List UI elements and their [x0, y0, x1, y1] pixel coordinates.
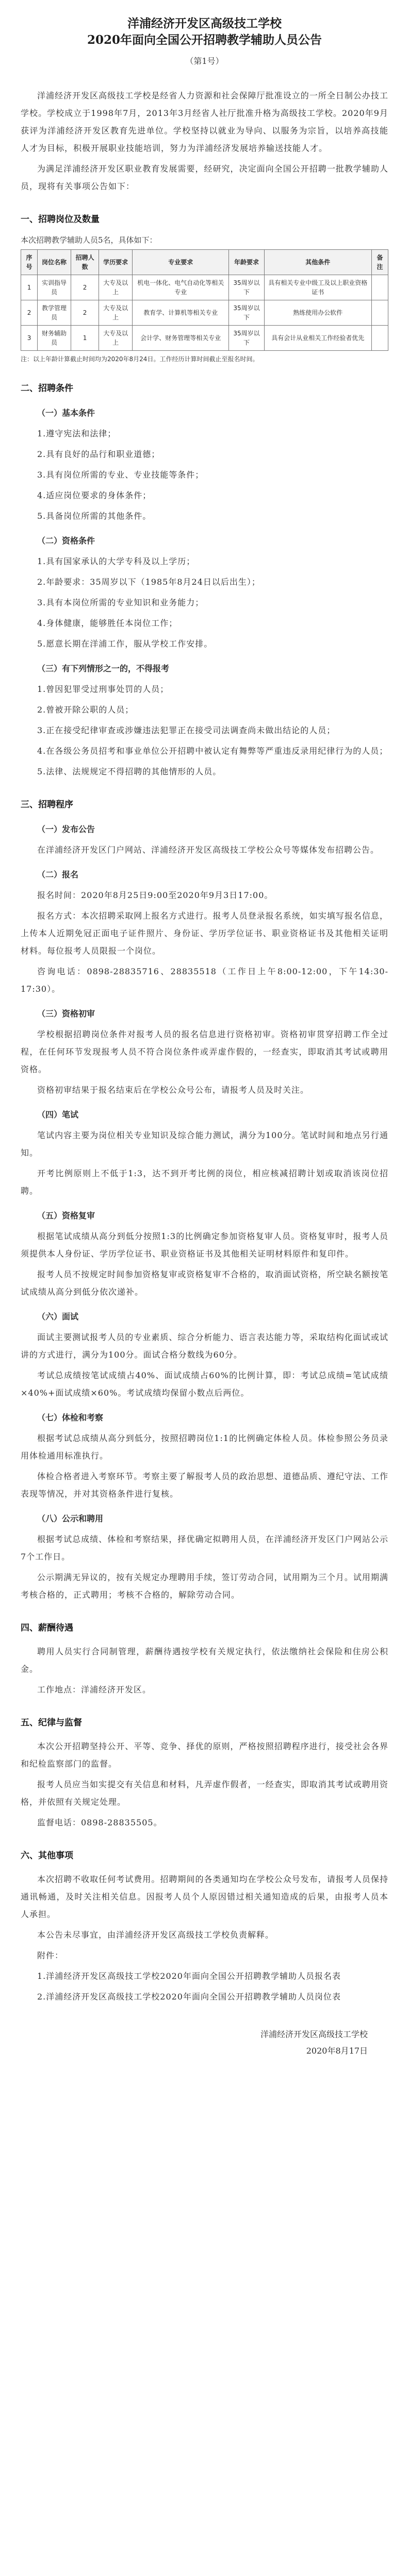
section-title: 四、薪酬待遇 — [21, 1623, 73, 1633]
body-paragraph: 根据考试总成绩、体检和考察结果，择优确定拟聘用人员，在洋浦经济开发区门户网站公示7个工作日。 — [21, 1534, 388, 1562]
document-page — [21, 0, 388, 2059]
table-cell: 2 — [21, 300, 38, 326]
body-paragraph: 根据笔试成绩从高分到低分按照1:3的比例确定参加资格复审人员。资格复审时，报考人员须提供本人身份证、学历学位证书、职业资格证书及其他相关证明材料原件和复印件。 — [21, 1231, 388, 1259]
body-paragraph: 2.具有良好的品行和职业道德； — [37, 449, 160, 459]
subsection-heading: （六）面试 — [37, 1312, 79, 1321]
title-line-1: 洋浦经济开发区高级技工学校 — [127, 16, 282, 30]
body-paragraph: 3.具有本岗位所需的专业知识和业务能力； — [37, 598, 204, 607]
table-cell: 35周岁以下 — [229, 300, 264, 326]
body-paragraph: 1.曾因犯罪受过刑事处罚的人员； — [37, 684, 169, 694]
table-cell — [371, 326, 388, 351]
subsection-heading: （七）体检和考察 — [37, 1413, 104, 1422]
table-header-cell: 备注 — [371, 250, 388, 275]
subsection-heading: （四）笔试 — [37, 1110, 79, 1120]
body-paragraph: 本公告未尽事宜，由洋浦经济开发区高级技工学校负责解释。 — [37, 1930, 274, 1940]
section-title: 五、纪律与监督 — [21, 1718, 82, 1728]
table-header-cell: 其他条件 — [264, 250, 371, 275]
body-paragraph: 监督电话：0898-28835505。 — [37, 1818, 162, 1827]
table-cell: 财务辅助员 — [38, 326, 71, 351]
title-line-2: 2020年面向全国公开招聘教学辅助人员公告 — [87, 33, 322, 47]
table-header-cell: 岗位名称 — [38, 250, 71, 275]
table-header-cell: 年龄要求 — [229, 250, 264, 275]
body-paragraph: 5.具备岗位所需的其他条件。 — [37, 511, 152, 521]
table-cell — [371, 275, 388, 300]
attachment-item: 1.洋浦经济开发区高级技工学校2020年面向全国公开招聘教学辅助人员报名表 — [37, 1971, 341, 1981]
body-paragraph: 4.适应岗位要求的身体条件； — [37, 490, 152, 500]
body-paragraph: 1.遵守宪法和法律； — [37, 429, 117, 438]
body-paragraph: 报考人员应当如实提交有关信息和材料，凡弄虚作假者，一经查实，即取消其考试或聘用资格，并依照有关规定处理。 — [21, 1780, 388, 1807]
table-cell: 35周岁以下 — [229, 326, 264, 351]
signature-org: 洋浦经济开发区高级技工学校 — [260, 2029, 368, 2039]
page-title — [21, 15, 388, 48]
table-row — [21, 300, 388, 326]
subsection-heading: （二）资格条件 — [37, 536, 95, 546]
body-paragraph: 面试主要测试报考人员的专业素质、综合分析能力、语言表达能力等，采取结构化面试或试讲的方式进行，满分为100分。面试合格分数线为60分。 — [21, 1332, 388, 1360]
section-title-plan: 一、招聘岗位及数量 — [21, 214, 100, 225]
table-cell: 会计学、财务管理等相关专业 — [133, 326, 229, 351]
body-paragraph: 根据考试总成绩从高分到低分，按照招聘岗位1:1的比例确定体检人员。体检参照公务员录用体检通用标准执行。 — [21, 1433, 388, 1461]
intro-paragraph: 为满足洋浦经济开发区职业教育发展需要，经研究，决定面向全国公开招聘一批教学辅助人员，现将有关事项公告如下： — [21, 164, 388, 191]
signature-block — [21, 2026, 368, 2059]
body-paragraph: 体检合格者进入考察环节。考察主要了解报考人员的政治思想、道德品质、遵纪守法、工作表现等情况，并对其资格条件进行复核。 — [21, 1471, 388, 1499]
attachments-heading: 附件： — [37, 1951, 64, 1960]
signature-date: 2020年8月17日 — [306, 2046, 368, 2056]
announcement-sections — [21, 380, 388, 1944]
table-cell: 熟练使用办公软件 — [264, 300, 371, 326]
table-cell: 教育学、计算机等相关专业 — [133, 300, 229, 326]
body-paragraph: 咨询电话：0898-28835716、28835518（工作日上午8:00-12:00，下午14:30-17:30）。 — [21, 967, 388, 994]
table-cell: 具有会计从业相关工作经验者优先 — [264, 326, 371, 351]
body-paragraph: 聘用人员实行合同制管理，薪酬待遇按学校有关规定执行，依法缴纳社会保险和住房公积金。 — [21, 1647, 388, 1674]
recruitment-plan — [21, 234, 388, 364]
body-paragraph: 工作地点：洋浦经济开发区。 — [37, 1685, 152, 1694]
table-header-cell: 招聘人数 — [71, 250, 99, 275]
intro-paragraph: 洋浦经济开发区高级技工学校是经省人力资源和社会保障厅批准设立的一所全日制公办技工学校。学校成立于1998年7月，2013年3月经省人社厅批准升格为高级技工学校。2020年9月获评为洋浦经济开发区教育先进单位。学校坚持以就业为导向、以服务为宗旨，以培养高技能人才为目标，积极开展职业技能培训，努力为洋浦经济发展培养输送技能人才。 — [21, 91, 388, 153]
body-paragraph: 3.具有岗位所需的专业、专业技能等条件； — [37, 470, 204, 480]
section-title: 二、招聘条件 — [21, 383, 73, 394]
table-note: 注：以上年龄计算截止时间均为2020年8月24日。工作经历计算时间截止至报名时间。 — [21, 355, 259, 363]
table-header-cell: 专业要求 — [133, 250, 229, 275]
table-cell: 1 — [21, 275, 38, 300]
subsection-heading: （三）有下列情形之一的，不得报考 — [37, 664, 170, 673]
table-cell: 具有相关专业中级工及以上职业资格证书 — [264, 275, 371, 300]
table-cell: 3 — [21, 326, 38, 351]
table-cell: 大专及以上 — [99, 300, 133, 326]
table-header-row — [21, 250, 388, 275]
body-paragraph: 本次招聘不收取任何考试费用。招聘期间的各类通知均在学校公众号发布，请报考人员保持通讯畅通，及时关注相关信息。因报考人员个人原因错过相关通知造成的后果，由报考人员本人承担。 — [21, 1874, 388, 1919]
subsection-heading: （五）资格复审 — [37, 1211, 95, 1221]
table-cell: 教学管理员 — [38, 300, 71, 326]
table-header-cell: 学历要求 — [99, 250, 133, 275]
table-header-cell: 序号 — [21, 250, 38, 275]
body-paragraph: 4.身体健康，能够胜任本岗位工作； — [37, 618, 178, 628]
table-cell: 2 — [71, 300, 99, 326]
body-paragraph: 5.法律、法规规定不得招聘的其他情形的人员。 — [37, 767, 222, 776]
subsection-heading: （一）发布公告 — [37, 824, 95, 834]
body-paragraph: 资格初审结果于报名结束后在学校公众号公布，请报考人员及时关注。 — [37, 1085, 309, 1095]
table-cell: 大专及以上 — [99, 326, 133, 351]
recruitment-table — [21, 249, 388, 351]
body-paragraph: 2.曾被开除公职的人员； — [37, 705, 134, 715]
body-paragraph: 考试总成绩按笔试成绩占40%、面试成绩占60%的比例计算，即：考试总成绩=笔试成绩×40%+面试成绩×60%。考试成绩均保留小数点后两位。 — [21, 1370, 388, 1398]
attachment-item: 2.洋浦经济开发区高级技工学校2020年面向全国公开招聘教学辅助人员岗位表 — [37, 1992, 341, 2002]
section-title: 三、招聘程序 — [21, 800, 73, 810]
subsection-heading: （三）资格初审 — [37, 1009, 95, 1019]
table-row — [21, 275, 388, 300]
body-paragraph: 1.具有国家承认的大学专科及以上学历； — [37, 556, 195, 566]
table-cell: 35周岁以下 — [229, 275, 264, 300]
table-cell: 机电一体化、电气自动化等相关专业 — [133, 275, 229, 300]
subsection-heading: （一）基本条件 — [37, 408, 95, 418]
body-paragraph: 公示期满无异议的，按有关规定办理聘用手续，签订劳动合同，试用期为三个月。试用期满考核合格的，正式聘用；考核不合格的，解除劳动合同。 — [21, 1572, 388, 1600]
body-paragraph: 开考比例原则上不低于1:3，达不到开考比例的岗位，相应核减招聘计划或取消该岗位招聘。 — [21, 1168, 388, 1196]
issue-number: （第1号） — [185, 56, 224, 66]
table-cell: 大专及以上 — [99, 275, 133, 300]
body-paragraph: 5.愿意长期在洋浦工作，服从学校工作安排。 — [37, 639, 213, 649]
subsection-heading: （二）报名 — [37, 870, 79, 879]
body-paragraph: 3.正在接受纪律审查或涉嫌违法犯罪正在接受司法调查尚未做出结论的人员； — [37, 725, 336, 735]
body-paragraph: 笔试内容主要为岗位相关专业知识及综合能力测试，满分为100分。笔试时间和地点另行通知。 — [21, 1130, 388, 1158]
table-cell: 2 — [71, 275, 99, 300]
body-paragraph: 学校根据招聘岗位条件对报考人员的报名信息进行资格初审。资格初审贯穿招聘工作全过程，在任何环节发现报考人员不符合岗位条件或弄虚作假的，一经查实，即取消其考试或聘用资格。 — [21, 1029, 388, 1074]
table-row — [21, 326, 388, 351]
subsection-heading: （八）公示和聘用 — [37, 1514, 104, 1523]
body-paragraph: 4.在各级公务员招考和事业单位公开招聘中被认定有舞弊等严重违反录用纪律行为的人员； — [37, 746, 388, 756]
table-cell — [371, 300, 388, 326]
body-paragraph: 在洋浦经济开发区门户网站、洋浦经济开发区高级技工学校公众号等媒体发布招聘公告。 — [37, 845, 380, 855]
table-cell: 实训指导员 — [38, 275, 71, 300]
body-paragraph: 报考人员不按规定时间参加资格复审或资格复审不合格的，取消面试资格，所空缺名额按笔试成绩从高分到低分依次递补。 — [21, 1269, 388, 1297]
table-cell: 1 — [71, 326, 99, 351]
body-paragraph: 报名方式：本次招聘采取网上报名方式进行。报考人员登录报名系统，如实填写报名信息，上传本人近期免冠正面电子证件照片、身份证、学历学位证书、职业资格证书及其他相关证明材料。每位报考人员限报一个岗位。 — [21, 911, 388, 956]
plan-caption: 本次招聘教学辅助人员5名，具体如下： — [21, 235, 157, 245]
body-paragraph: 报名时间：2020年8月25日9:00至2020年9月3日17:00。 — [37, 890, 273, 900]
attachments — [21, 1947, 388, 2006]
body-paragraph: 2.年龄要求：35周岁以下（1985年8月24日以后出生）； — [37, 577, 260, 587]
section-title: 六、其他事项 — [21, 1851, 73, 1861]
body-paragraph: 本次公开招聘坚持公开、平等、竞争、择优的原则，严格按照招聘程序进行，接受社会各界和纪检监察部门的监督。 — [21, 1741, 388, 1769]
